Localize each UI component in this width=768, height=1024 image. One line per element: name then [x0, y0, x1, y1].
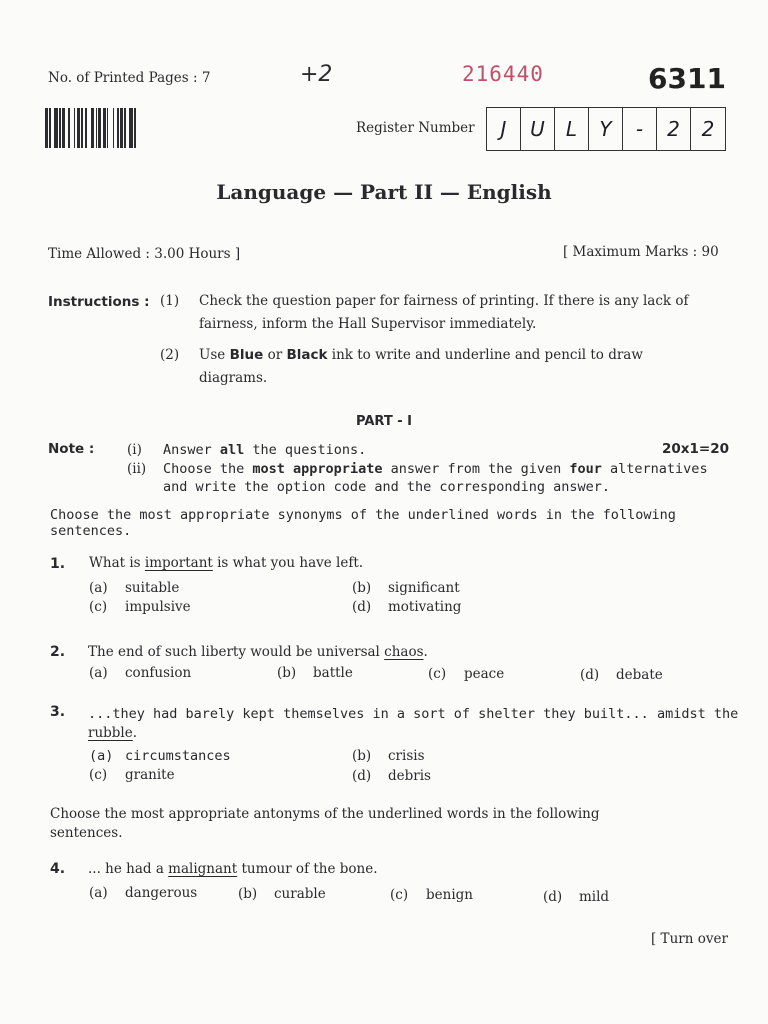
turn-over-note: [ Turn over: [651, 931, 728, 947]
option-code: (d): [543, 889, 563, 905]
note-text: [163, 461, 708, 477]
text-fragment: is what you have left.: [212, 555, 364, 571]
option-code: (c): [390, 887, 409, 903]
instruction-text: diagrams.: [199, 370, 268, 386]
option-text: debate: [616, 667, 663, 683]
text-fragment: the questions.: [244, 442, 367, 458]
emphasis-black: Black: [286, 347, 328, 363]
option-code: (d): [352, 768, 372, 784]
text-fragment: tumour of the bone.: [237, 861, 378, 877]
option-text: significant: [388, 580, 460, 596]
barcode: [45, 108, 177, 148]
option-code: (b): [352, 748, 372, 764]
text-fragment: Choose the: [163, 461, 253, 477]
text-fragment: or: [263, 347, 287, 363]
text-fragment: .: [423, 644, 428, 660]
option-code: (a): [89, 748, 114, 764]
option-code: (a): [89, 580, 108, 596]
option-d: [580, 667, 663, 683]
register-number-boxes[interactable]: [486, 107, 726, 151]
option-code: (c): [89, 767, 108, 783]
emphasis: four: [569, 461, 602, 477]
text-fragment: answer from the given: [382, 461, 570, 477]
marks-allocation: 20x1=20: [662, 441, 729, 457]
option-text: debris: [388, 768, 431, 784]
option-code: (b): [352, 580, 372, 596]
emphasis-blue: Blue: [229, 347, 264, 363]
text-fragment: The end of such liberty would be universal: [88, 644, 385, 660]
option-text: suitable: [125, 580, 180, 596]
barcode-bar: [136, 108, 139, 148]
option-code: (a): [89, 885, 108, 901]
question-number: 1.: [50, 556, 66, 572]
option-a: [89, 665, 191, 681]
section-intro: sentences.: [50, 825, 123, 841]
note-number: (i): [127, 442, 142, 458]
serial-number: 216440: [462, 62, 544, 86]
option-code: (b): [277, 665, 297, 681]
option-d: [543, 889, 609, 905]
note-text: [163, 442, 366, 458]
option-text: peace: [464, 666, 505, 682]
option-code: (a): [89, 665, 108, 681]
question-text: ...they had barely kept themselves in a sort of shelter they built... amidst the: [88, 706, 739, 722]
instruction-number: (2): [160, 347, 180, 363]
option-text: battle: [313, 665, 353, 681]
text-fragment: .: [132, 725, 138, 741]
option-code: (b): [238, 886, 258, 902]
register-label: Register Number: [356, 120, 475, 136]
register-cell: U: [521, 108, 555, 150]
paper-code: 6311: [648, 62, 726, 95]
register-cell: -: [623, 108, 657, 150]
handwritten-mark: +2: [300, 62, 333, 87]
text-fragment: Use: [199, 347, 230, 363]
option-code: (c): [89, 599, 108, 615]
option-d: [352, 599, 461, 615]
maximum-marks: [ Maximum Marks : 90: [563, 244, 719, 260]
note-label: Note :: [48, 441, 95, 457]
emphasis: most appropriate: [252, 461, 383, 477]
register-cell: L: [555, 108, 589, 150]
option-a: [89, 885, 197, 901]
register-cell: J: [487, 108, 521, 150]
register-cell: Y: [589, 108, 623, 150]
underlined-word: rubble: [88, 725, 133, 741]
text-fragment: alternatives: [601, 461, 708, 477]
option-b: [352, 748, 425, 764]
section-intro: sentences.: [50, 523, 132, 539]
underlined-word: chaos: [384, 644, 424, 660]
option-text: dangerous: [125, 885, 198, 901]
option-b: [277, 665, 353, 681]
option-a: [89, 580, 179, 596]
question-number: 2.: [50, 644, 66, 660]
question-number: 4.: [50, 861, 66, 877]
question-text: [89, 555, 363, 571]
time-allowed: Time Allowed : 3.00 Hours ]: [48, 246, 241, 262]
option-code: (d): [352, 599, 372, 615]
option-text: crisis: [388, 748, 425, 764]
option-text: benign: [426, 887, 473, 903]
part-heading: PART - I: [356, 414, 412, 429]
emphasis: all: [219, 442, 245, 458]
text-fragment: Answer: [163, 442, 220, 458]
text-fragment: ... he had a: [88, 861, 169, 877]
instruction-text: [199, 347, 643, 363]
text-fragment: What is: [89, 555, 145, 571]
underlined-word: important: [144, 555, 213, 571]
option-text: circumstances: [125, 748, 231, 764]
option-c: [428, 666, 504, 682]
question-number: 3.: [50, 704, 66, 720]
option-b: [238, 886, 326, 902]
register-cell: 2: [701, 117, 715, 141]
note-text: and write the option code and the corresponding answer.: [163, 479, 611, 495]
section-intro: Choose the most appropriate antonyms of the underlined words in the following: [50, 806, 600, 822]
option-b: [352, 580, 460, 596]
option-code: (c): [428, 666, 447, 682]
option-text: curable: [274, 886, 326, 902]
note-number: (ii): [127, 461, 147, 477]
option-text: mild: [579, 889, 610, 905]
option-c: [390, 887, 473, 903]
option-text: granite: [125, 767, 175, 783]
option-c: [89, 599, 191, 615]
question-text: [88, 725, 137, 741]
option-c: [89, 767, 175, 783]
option-text: motivating: [388, 599, 462, 615]
option-text: confusion: [125, 665, 192, 681]
register-cell: 2: [657, 108, 691, 150]
option-a: [89, 748, 231, 764]
instruction-text: Check the question paper for fairness of printing. If there is any lack of: [199, 293, 689, 309]
underlined-word: malignant: [168, 861, 238, 877]
section-intro: Choose the most appropriate synonyms of the underlined words in the following: [50, 507, 676, 523]
question-text: [88, 861, 378, 877]
instructions-label: Instructions :: [48, 294, 150, 310]
printed-pages: No. of Printed Pages : 7: [48, 70, 211, 86]
instruction-text: fairness, inform the Hall Supervisor immediately.: [199, 316, 537, 332]
text-fragment: ink to write and underline and pencil to draw: [327, 347, 643, 363]
option-d: [352, 768, 431, 784]
option-text: impulsive: [125, 599, 191, 615]
instruction-number: (1): [160, 293, 180, 309]
option-code: (d): [580, 667, 600, 683]
page-title: Language — Part II — English: [216, 180, 552, 204]
question-text: [88, 644, 428, 660]
